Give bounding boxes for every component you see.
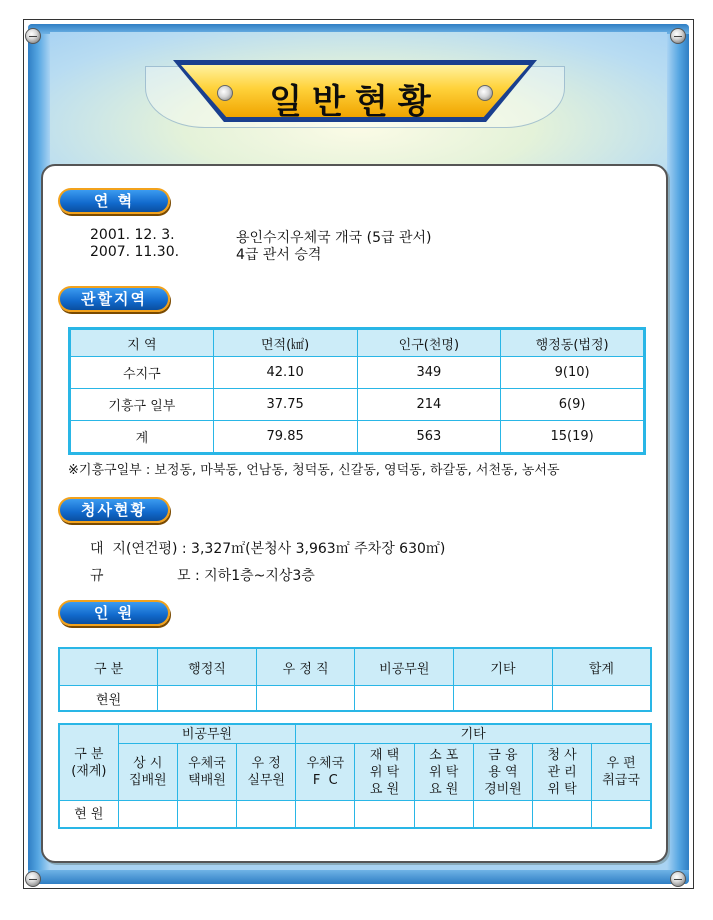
table-header-row xyxy=(59,724,651,744)
table-cell xyxy=(177,801,236,829)
screw-icon xyxy=(25,28,41,44)
table-row xyxy=(70,421,645,454)
table-header-cell: 상 시 집배원 xyxy=(118,744,177,801)
table-header-cell: 청 사 관 리 위 탁 xyxy=(533,744,592,801)
jurisdiction-note: ※기흥구일부 : 보정동, 마북동, 언남동, 청덕동, 신갈동, 영덕동, 하갈동, 서천동, 농서동 xyxy=(68,463,560,478)
table-cell xyxy=(592,801,651,829)
table-cell xyxy=(355,801,414,829)
table-header-cell: 우체국 택배원 xyxy=(177,744,236,801)
staff-detail-table xyxy=(58,723,652,829)
table-header-cell: 구 분 (재계) xyxy=(59,724,118,801)
table-cell: 수지구 xyxy=(70,357,214,389)
table-cell: 563 xyxy=(357,421,501,454)
history-text: 4급 관서 승격 xyxy=(236,247,322,263)
table-cell: 15(19) xyxy=(501,421,645,454)
table-cell: 6(9) xyxy=(501,389,645,421)
table-header-cell: 합계 xyxy=(552,648,651,686)
table-cell xyxy=(158,686,257,712)
history-date: 2001. 12. 3. xyxy=(90,227,175,243)
table-cell xyxy=(414,801,473,829)
jurisdiction-table xyxy=(68,327,646,455)
staff-table xyxy=(58,647,652,712)
table-header-row xyxy=(59,648,651,686)
table-header-cell: 비공무원 xyxy=(118,724,296,744)
table-header-cell: 행정동(법정) xyxy=(501,329,645,357)
table-header-row xyxy=(59,744,651,801)
building-scale-value: 모 : 지하1층~지상3층 xyxy=(177,568,315,584)
table-cell xyxy=(118,801,177,829)
table-row xyxy=(59,686,651,712)
table-header-cell: 지 역 xyxy=(70,329,214,357)
table-header-cell: 행정직 xyxy=(158,648,257,686)
section-jurisdiction-label: 관할지역 xyxy=(58,286,170,312)
table-header-cell: 우 정 직 xyxy=(256,648,355,686)
page-title: 일반현황 xyxy=(269,82,441,122)
table-cell xyxy=(533,801,592,829)
table-cell: 42.10 xyxy=(213,357,357,389)
table-header-row xyxy=(70,329,645,357)
table-cell: 계 xyxy=(70,421,214,454)
section-building-label: 청사현황 xyxy=(58,497,170,523)
table-cell xyxy=(296,801,355,829)
table-cell: 현원 xyxy=(59,686,158,712)
table-cell: 214 xyxy=(357,389,501,421)
table-header-cell: 기타 xyxy=(296,724,651,744)
table-header-cell: 우 편 취급국 xyxy=(592,744,651,801)
table-header-cell: 비공무원 xyxy=(355,648,454,686)
table-cell: 37.75 xyxy=(213,389,357,421)
table-header-cell: 우 정 실무원 xyxy=(237,744,296,801)
building-land: 대 지(연건평) : 3,327㎡(본청사 3,963㎡ 주차장 630㎡) xyxy=(90,541,446,557)
table-cell xyxy=(473,801,532,829)
table-header-cell: 재 택 위 탁 요 원 xyxy=(355,744,414,801)
screw-icon xyxy=(670,871,686,887)
screw-icon xyxy=(25,871,41,887)
section-staff-label: 인 원 xyxy=(58,600,170,626)
table-header-cell: 인구(천명) xyxy=(357,329,501,357)
table-cell: 현 원 xyxy=(59,801,118,829)
table-header-cell: 소 포 위 탁 요 원 xyxy=(414,744,473,801)
table-cell xyxy=(355,686,454,712)
board-bottom-edge xyxy=(28,870,689,884)
table-header-cell: 면적(㎢) xyxy=(213,329,357,357)
table-header-cell: 기타 xyxy=(454,648,553,686)
history-text: 용인수지우체국 개국 (5급 관서) xyxy=(236,230,432,246)
table-cell xyxy=(552,686,651,712)
table-header-cell: 금 융 용 역 경비원 xyxy=(473,744,532,801)
table-cell: 9(10) xyxy=(501,357,645,389)
table-row xyxy=(70,357,645,389)
table-row xyxy=(59,801,651,829)
title-banner xyxy=(145,60,565,130)
table-header-cell: 구 분 xyxy=(59,648,158,686)
history-date: 2007. 11.30. xyxy=(90,244,180,260)
table-cell: 79.85 xyxy=(213,421,357,454)
screw-icon xyxy=(670,28,686,44)
table-cell xyxy=(237,801,296,829)
table-cell xyxy=(454,686,553,712)
table-row xyxy=(70,389,645,421)
building-scale-key: 규 xyxy=(90,568,104,584)
table-cell: 349 xyxy=(357,357,501,389)
section-history-label: 연 혁 xyxy=(58,188,170,214)
table-header-cell: 우체국 F C xyxy=(296,744,355,801)
table-cell xyxy=(256,686,355,712)
table-cell: 기흥구 일부 xyxy=(70,389,214,421)
